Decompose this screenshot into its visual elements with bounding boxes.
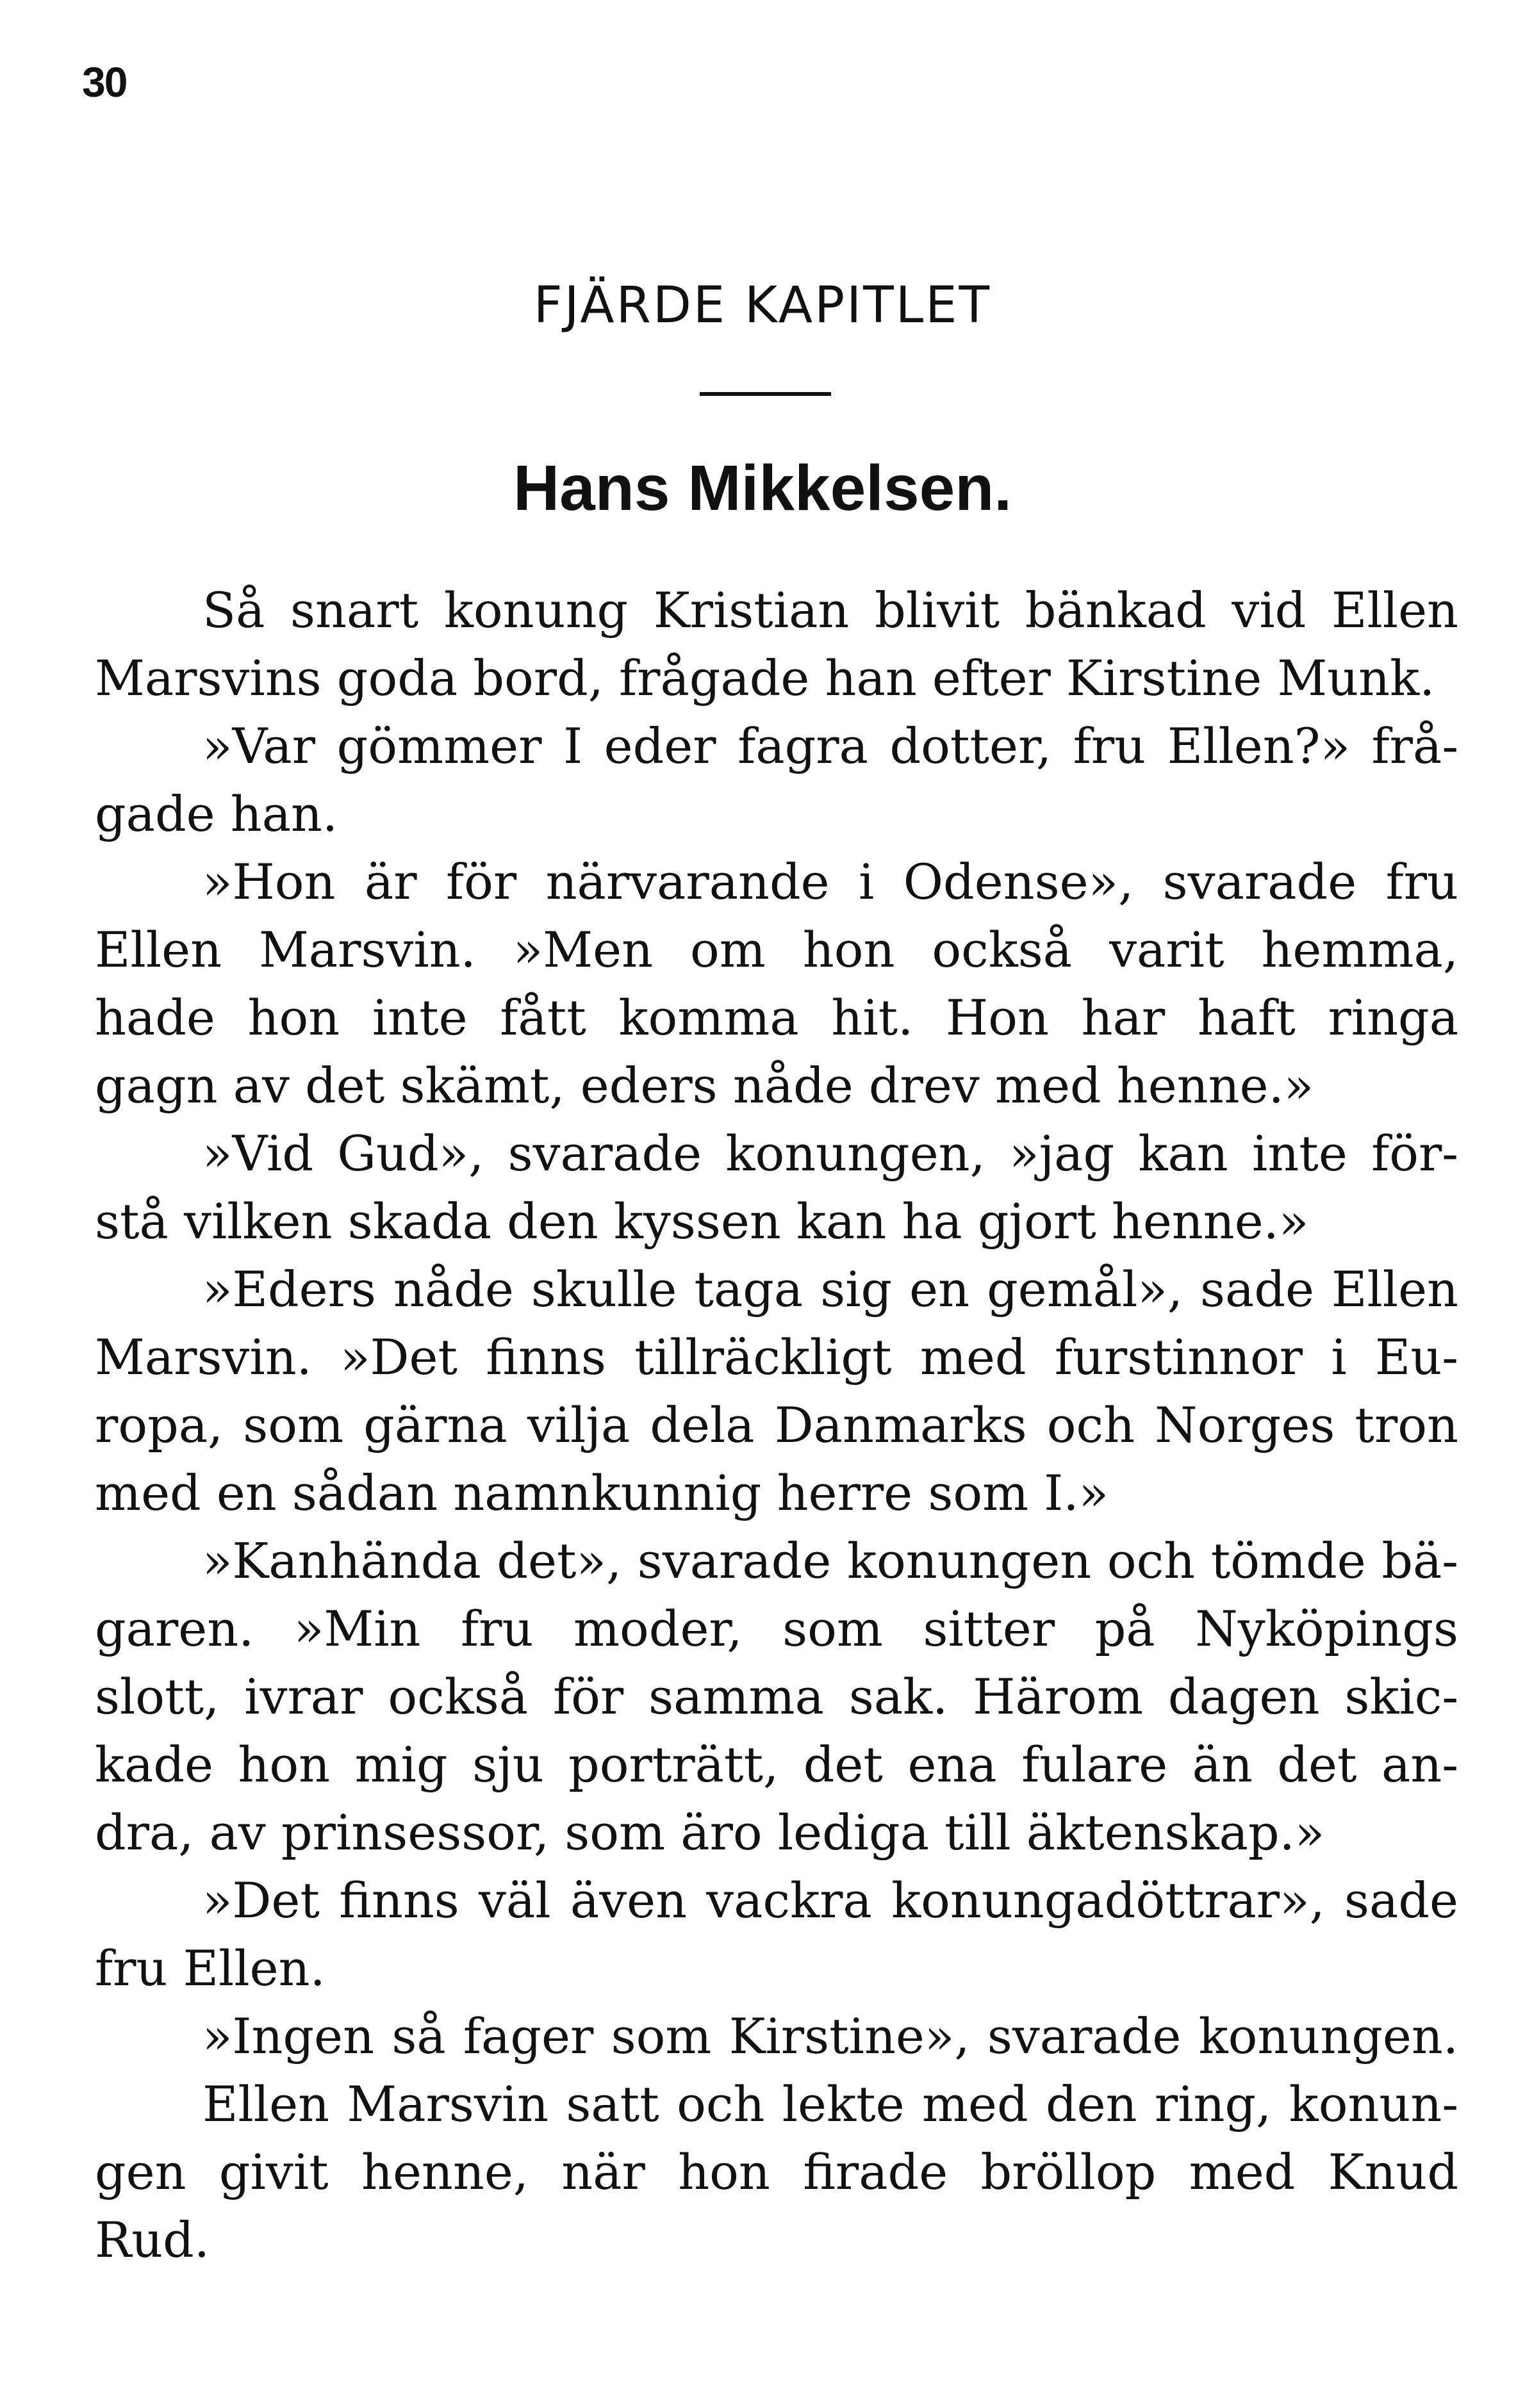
paragraph	[95, 1527, 1458, 1867]
text-line: »Kanhända det», svarade konungen och tömde bä-	[202, 1532, 1458, 1589]
page-number: 30	[82, 58, 127, 106]
text-line: Så snart konung Kristian blivit bänkad vid Ellen	[202, 582, 1458, 639]
text-line: stå vilken skada den kyssen kan ha gjort henne.»	[95, 1193, 1309, 1250]
text-line: hade hon inte fått komma hit. Hon har haft ringa	[95, 989, 1458, 1046]
heading-divider	[700, 392, 831, 396]
paragraph	[95, 712, 1458, 848]
text-line: slott, ivrar också för samma sak. Härom dagen skic-	[95, 1668, 1458, 1725]
text-line: ropa, som gärna vilja dela Danmarks och Norges tron	[95, 1396, 1458, 1454]
paragraph	[95, 577, 1458, 712]
text-line: dra, av prinsessor, som äro lediga till äktenskap.»	[95, 1804, 1325, 1861]
text-line: kade hon mig sju porträtt, det ena fulare än det an-	[95, 1736, 1458, 1793]
chapter-title: Hans Mikkelsen.	[513, 452, 1012, 524]
paragraph	[95, 1867, 1458, 2003]
text-line: »Eders nåde skulle taga sig en gemål», sade Ellen	[202, 1261, 1458, 1318]
paragraph	[95, 1256, 1458, 1527]
text-line: garen. »Min fru moder, som sitter på Nyköpings	[95, 1600, 1458, 1657]
text-line: Ellen Marsvin. »Men om hon också varit hemma,	[95, 921, 1458, 978]
chapter-heading: FJÄRDE KAPITLET	[533, 277, 992, 334]
text-line: »Ingen så fager som Kirstine», svarade konungen.	[202, 2008, 1458, 2065]
text-line: gen givit henne, när hon firade bröllop med Knud	[95, 2143, 1458, 2200]
text-line: Ellen Marsvin satt och lekte med den ring, konun-	[202, 2076, 1458, 2133]
paragraph	[95, 848, 1458, 1120]
paragraph	[95, 2070, 1458, 2274]
text-line: »Var gömmer I eder fagra dotter, fru Ellen?» frå-	[202, 717, 1458, 774]
text-line: fru Ellen.	[95, 1940, 326, 1997]
paragraph	[95, 1120, 1458, 1256]
body-text	[95, 577, 1458, 2274]
text-line: gade han.	[95, 785, 338, 842]
text-line: »Det finns väl även vackra konungadöttrar», sade	[202, 1872, 1458, 1929]
text-line: Marsvin. »Det finns tillräckligt med furstinnor i Eu-	[95, 1329, 1458, 1386]
text-line: Rud.	[95, 2211, 210, 2268]
paragraph	[95, 2003, 1458, 2070]
text-line: gagn av det skämt, eders nåde drev med henne.»	[95, 1057, 1314, 1114]
text-line: »Vid Gud», svarade konungen, »jag kan inte för-	[202, 1125, 1458, 1182]
text-line: med en sådan namnkunnig herre som I.»	[95, 1464, 1109, 1521]
text-line: Marsvins goda bord, frågade han efter Kirstine Munk.	[95, 650, 1435, 707]
text-line: »Hon är för närvarande i Odense», svarade fru	[202, 853, 1458, 910]
